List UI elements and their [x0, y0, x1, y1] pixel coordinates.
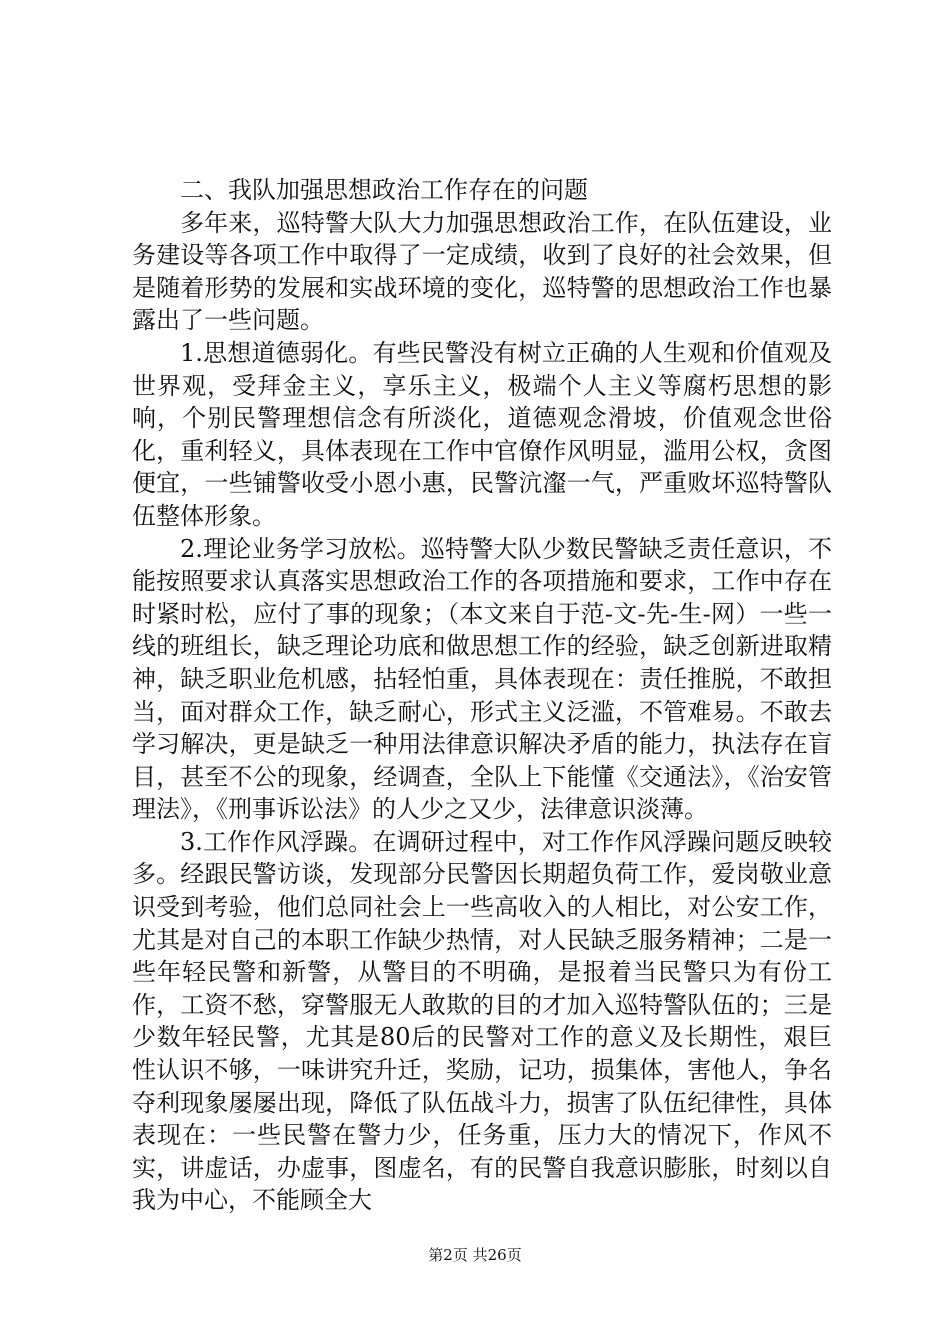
page-number-footer: 第2页 共26页: [428, 1246, 522, 1264]
paragraph-intro: 多年来，巡特警大队大力加强思想政治工作，在队伍建设，业务建设等各项工作中取得了一定成绩，收到了良好的社会效果，但是随着形势的发展和实战环境的变化，巡特警的思想政治工作也暴露出了一些问题。: [132, 208, 832, 335]
paragraph-point-3: 3.工作作风浮躁。在调研过程中，对工作作风浮躁问题反映较多。经跟民警访谈，发现部分民警因长期超负荷工作，爱岗敬业意识受到考验，他们总同社会上一些高收入的人相比，对公安工作，尤其是对自己的本职工作缺少热情，对人民缺乏服务精神；二是一些年轻民警和新警，从警目的不明确，是报着当民警只为有份工作，工资不愁，穿警服无人敢欺的目的才加入巡特警队伍的；三是少数年轻民警，尤其是80后的民警对工作的意义及长期性，艰巨性认识不够，一味讲究升迁，奖励，记功，损集体，害他人，争名夺利现象屡屡出现，降低了队伍战斗力，损害了队伍纪律性，具体表现在：一些民警在警力少，任务重，压力大的情况下，作风不实，讲虚话，办虚事，图虚名，有的民警自我意识膨胀，时刻以自我为中心，不能顾全大: [132, 827, 832, 1215]
paragraph-point-2: 2.理论业务学习放松。巡特警大队少数民警缺乏责任意识，不能按照要求认真落实思想政治工作的各项措施和要求，工作中存在时紧时松，应付了事的现象；（本文来自于范-文-先-生-网）一些一线的班组长，缺乏理论功底和做思想工作的经验，缺乏创新进取精神，缺乏职业危机感，拈轻怕重，具体表现在：责任推脱，不敢担当，面对群众工作，缺乏耐心，形式主义泛滥，不管难易。不敢去学习解决，更是缺乏一种用法律意识解决矛盾的能力，执法存在盲目，甚至不公的现象，经调查，全队上下能懂《交通法》，《治安管理法》，《刑事诉讼法》的人少之又少，法律意识淡薄。: [132, 534, 832, 824]
paragraph-point-1: 1.思想道德弱化。有些民警没有树立正确的人生观和价值观及世界观，受拜金主义，享乐主义，极端个人主义等腐朽思想的影响，个别民警理想信念有所淡化，道德观念滑坡，价值观念世俗化，重利轻义，具体表现在工作中官僚作风明显，滥用公权，贪图便宜，一些铺警收受小恩小惠，民警沆瀣一气，严重败坏巡特警队伍整体形象。: [132, 338, 832, 530]
document-body: [132, 174, 832, 1217]
section-heading: 二、我队加强思想政治工作存在的问题: [180, 176, 588, 204]
